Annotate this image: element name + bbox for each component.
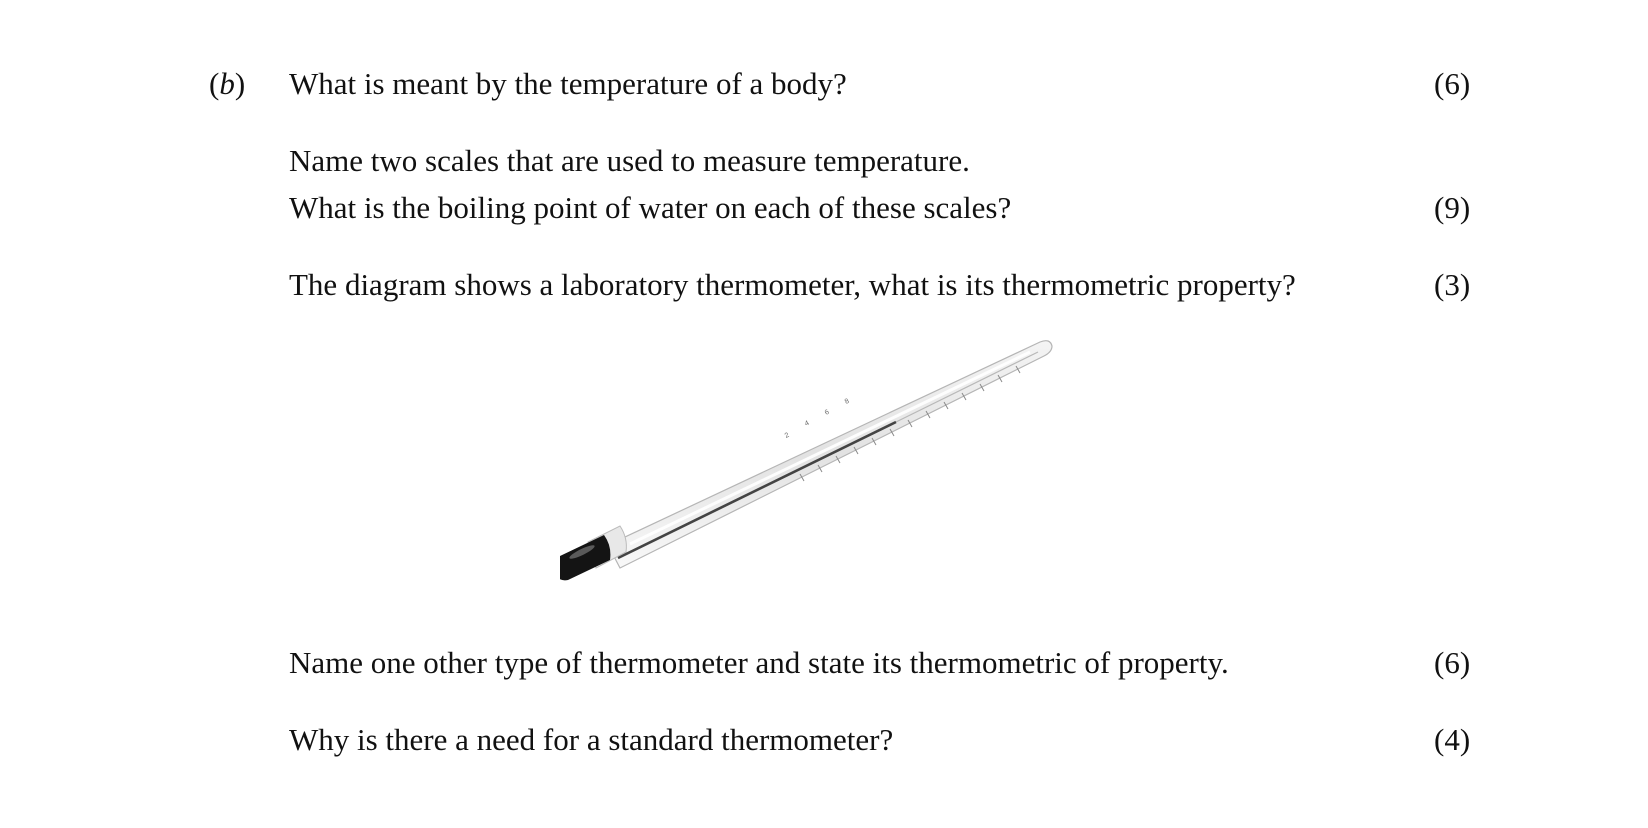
question-1-text: What is meant by the temperature of a body? (289, 66, 847, 101)
thermometer-scale-label: 6 (823, 408, 831, 417)
question-6-marks: (4) (1434, 722, 1471, 757)
question-5-text: Name one other type of thermometer and state its thermometric of property. (289, 645, 1229, 680)
question-1-marks: (6) (1434, 66, 1471, 101)
thermometer-capillary (618, 419, 896, 558)
thermometer-highlight (630, 352, 1030, 544)
question-3-text: What is the boiling point of water on each of these scales? (289, 190, 1012, 225)
thermometer-scale-label: 4 (803, 419, 811, 428)
thermometer-scale-label: 2 (783, 431, 791, 440)
question-3-marks: (9) (1434, 190, 1471, 225)
thermometer-scale-label: 8 (843, 397, 851, 406)
thermometer-bulb (560, 535, 610, 580)
question-6-text: Why is there a need for a standard thermometer? (289, 722, 894, 757)
question-2-text: Name two scales that are used to measure temperature. (289, 143, 970, 178)
question-part-label: (b) (209, 66, 246, 101)
thermometer-capillary-upper (896, 352, 1038, 422)
thermometer-diagram (560, 330, 1080, 610)
question-5-marks: (6) (1434, 645, 1471, 680)
question-4-marks: (3) (1434, 267, 1471, 302)
question-4-text: The diagram shows a laboratory thermometer, what is its thermometric property? (289, 267, 1296, 302)
part-letter: b (219, 66, 235, 101)
